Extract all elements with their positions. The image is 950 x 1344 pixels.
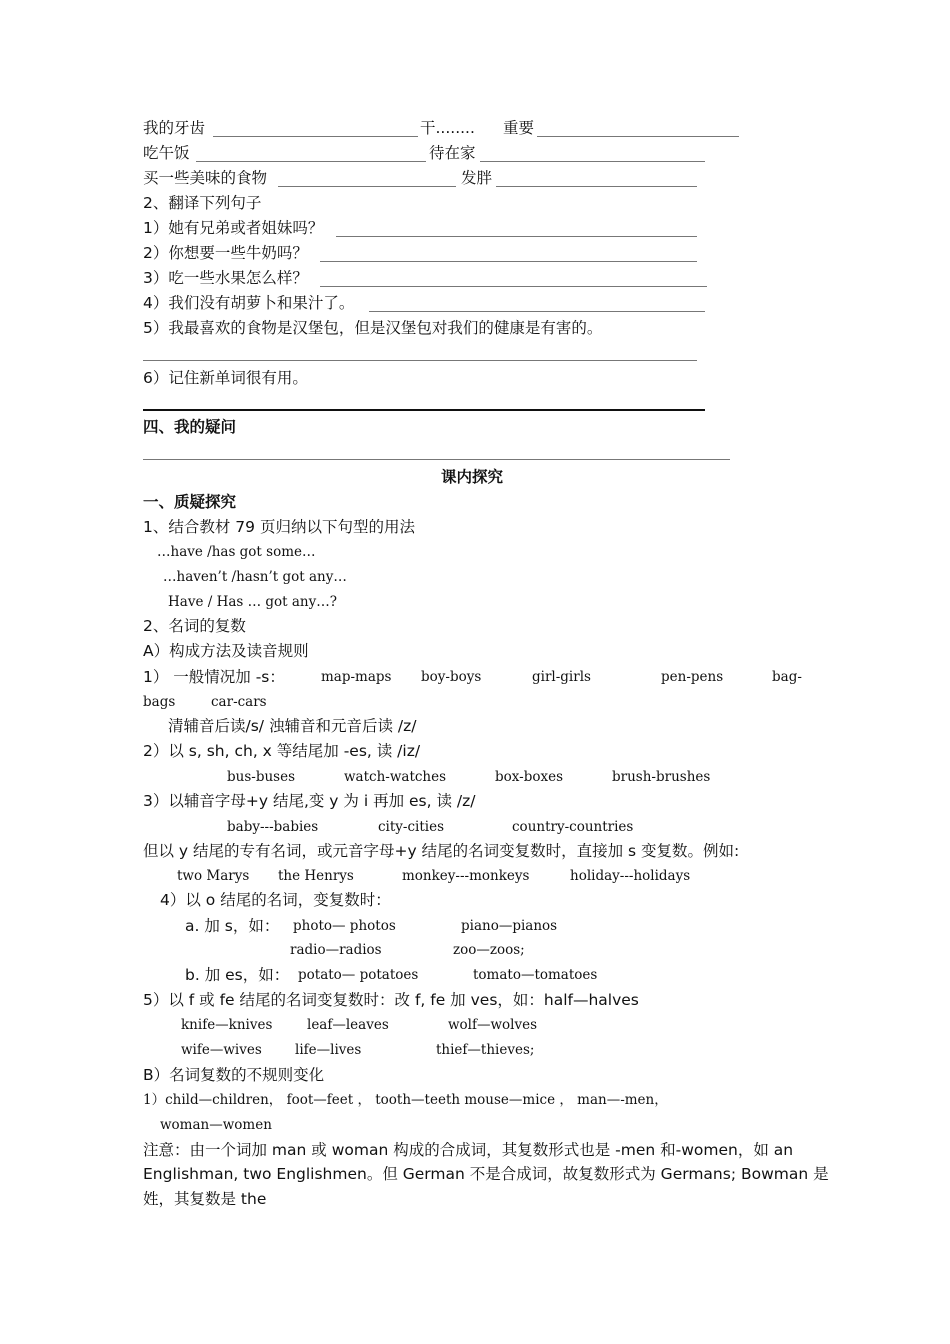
rule4b-word: tomato—tomatoes — [473, 967, 598, 983]
rule1-note: 清辅音后读/s/ 浊辅音和元音后读 /z/ — [168, 717, 417, 735]
blank-teeth[interactable] — [213, 136, 418, 137]
rule4a-label: a. 加 s，如： — [185, 917, 280, 935]
blank-home[interactable] — [480, 161, 705, 162]
rule-a-heading: A）构成方法及读音规则 — [143, 642, 309, 660]
rule4b-label: b. 加 es，如： — [185, 966, 290, 984]
irregular-1: 1）child—children， foot—feet ， tooth—teeth mouse—mice ， man—-men， — [143, 1092, 668, 1108]
translate-s5: 5）我最喜欢的食物是汉堡包，但是汉堡包对我们的健康是有害的。 — [143, 319, 603, 337]
rule1-word: pen-pens — [661, 669, 724, 685]
rule4a-word: photo— photos — [293, 918, 396, 934]
rule1-cont: bags — [143, 694, 176, 710]
class-title: 课内探究 — [441, 468, 504, 486]
rule4b-word: potato— potatoes — [298, 967, 419, 983]
rule1-word: boy-boys — [421, 669, 482, 685]
rule5-word: wife—wives — [181, 1042, 262, 1058]
vocab-dry: 干........ — [420, 119, 475, 137]
rule5-word: wolf—wolves — [448, 1017, 538, 1033]
translate-s6: 6）记住新单词很有用。 — [143, 369, 308, 387]
rule1-word: map-maps — [321, 669, 392, 685]
rule5-word: leaf—leaves — [307, 1017, 389, 1033]
pattern-2: …haven’t /hasn’t got any… — [163, 569, 347, 585]
vocab-fat: 发胖 — [461, 169, 493, 187]
blank-buy[interactable] — [278, 186, 456, 187]
note-line-3: 姓，其复数是 the — [143, 1190, 267, 1208]
blank-s5[interactable] — [143, 360, 697, 361]
rule1-word: bag- — [772, 669, 802, 685]
inquiry-heading: 一、质疑探究 — [143, 493, 237, 511]
vocab-lunch: 吃午饭 — [143, 144, 190, 162]
rule-b-heading: B）名词复数的不规则变化 — [143, 1066, 325, 1084]
blank-lunch[interactable] — [196, 161, 426, 162]
rule3: 3）以辅音字母+y 结尾,变 y 为 i 再加 es, 读 /z/ — [143, 792, 476, 810]
rule4a-word: zoo—zoos; — [453, 942, 525, 958]
translate-s2: 2）你想要一些牛奶吗？ — [143, 244, 308, 262]
rule3-note: 但以 y 结尾的专有名词，或元音字母+y 结尾的名词变复数时，直接加 s 变复数。例如: — [143, 842, 740, 860]
blank-fat[interactable] — [496, 186, 697, 187]
vocab-home: 待在家 — [429, 144, 476, 162]
rule5-word: life—lives — [295, 1042, 362, 1058]
pattern-1: …have /has got some… — [157, 544, 316, 560]
vocab-important: 重要 — [503, 119, 535, 137]
vocab-buy: 买一些美味的食物 — [143, 169, 268, 187]
rule4a-word: piano—pianos — [461, 918, 558, 934]
blank-s1[interactable] — [336, 236, 697, 237]
rule3-example: monkey---monkeys — [402, 868, 530, 884]
rule1-label: 1） 一般情况加 -s： — [143, 668, 285, 686]
pattern-3: Have / Has … got any…? — [168, 594, 337, 610]
translate-s4: 4）我们没有胡萝卜和果汁了。 — [143, 294, 355, 312]
rule3-word: country-countries — [512, 819, 634, 835]
translate-s1: 1）她有兄弟或者姐妹吗？ — [143, 219, 324, 237]
blank-s3[interactable] — [320, 286, 707, 287]
questions-heading: 四、我的疑问 — [143, 418, 237, 436]
rule1-cont: car-cars — [211, 694, 267, 710]
rule3-word: baby---babies — [227, 819, 319, 835]
rule2-word: watch-watches — [344, 769, 447, 785]
rule2-word: bus-buses — [227, 769, 296, 785]
rule5-word: knife—knives — [181, 1017, 273, 1033]
blank-s4[interactable] — [369, 311, 705, 312]
note-line-1: 注意：由一个词加 man 或 woman 构成的合成词，其复数形式也是 -men 和-women，如 an — [143, 1141, 794, 1159]
rule4: 4）以 o 结尾的名词，变复数时： — [160, 891, 391, 909]
note-line-2: Englishman, two Englishmen。但 German 不是合成词，故复数形式为 Germans; Bowman 是 — [143, 1165, 829, 1183]
irregular-1-cont: woman—women — [160, 1117, 272, 1133]
rule4a-word: radio—radios — [290, 942, 382, 958]
rule2: 2）以 s, sh, ch, x 等结尾加 -es, 读 /iz/ — [143, 742, 421, 760]
rule3-example: the Henrys — [278, 868, 354, 884]
translate-s3: 3）吃一些水果怎么样？ — [143, 269, 308, 287]
rule2-word: brush-brushes — [612, 769, 711, 785]
rule1-word: girl-girls — [532, 669, 591, 685]
rule2-word: box-boxes — [495, 769, 564, 785]
inquiry-item2: 2、名词的复数 — [143, 617, 246, 635]
rule5-word: thief—thieves; — [436, 1042, 535, 1058]
vocab-teeth: 我的牙齿 — [143, 119, 206, 137]
blank-important[interactable] — [537, 136, 739, 137]
rule3-example: holiday---holidays — [570, 868, 691, 884]
inquiry-item1: 1、结合教材 79 页归纳以下句型的用法 — [143, 518, 415, 536]
blank-s2[interactable] — [320, 261, 697, 262]
rule5: 5）以 f 或 fe 结尾的名词变复数时：改 f, fe 加 ves，如：half—halves — [143, 991, 639, 1009]
rule3-example: two Marys — [177, 868, 250, 884]
translate-heading: 2、翻译下列句子 — [143, 194, 262, 212]
blank-s6[interactable] — [143, 409, 705, 411]
rule3-word: city-cities — [378, 819, 445, 835]
blank-questions[interactable] — [143, 459, 730, 460]
